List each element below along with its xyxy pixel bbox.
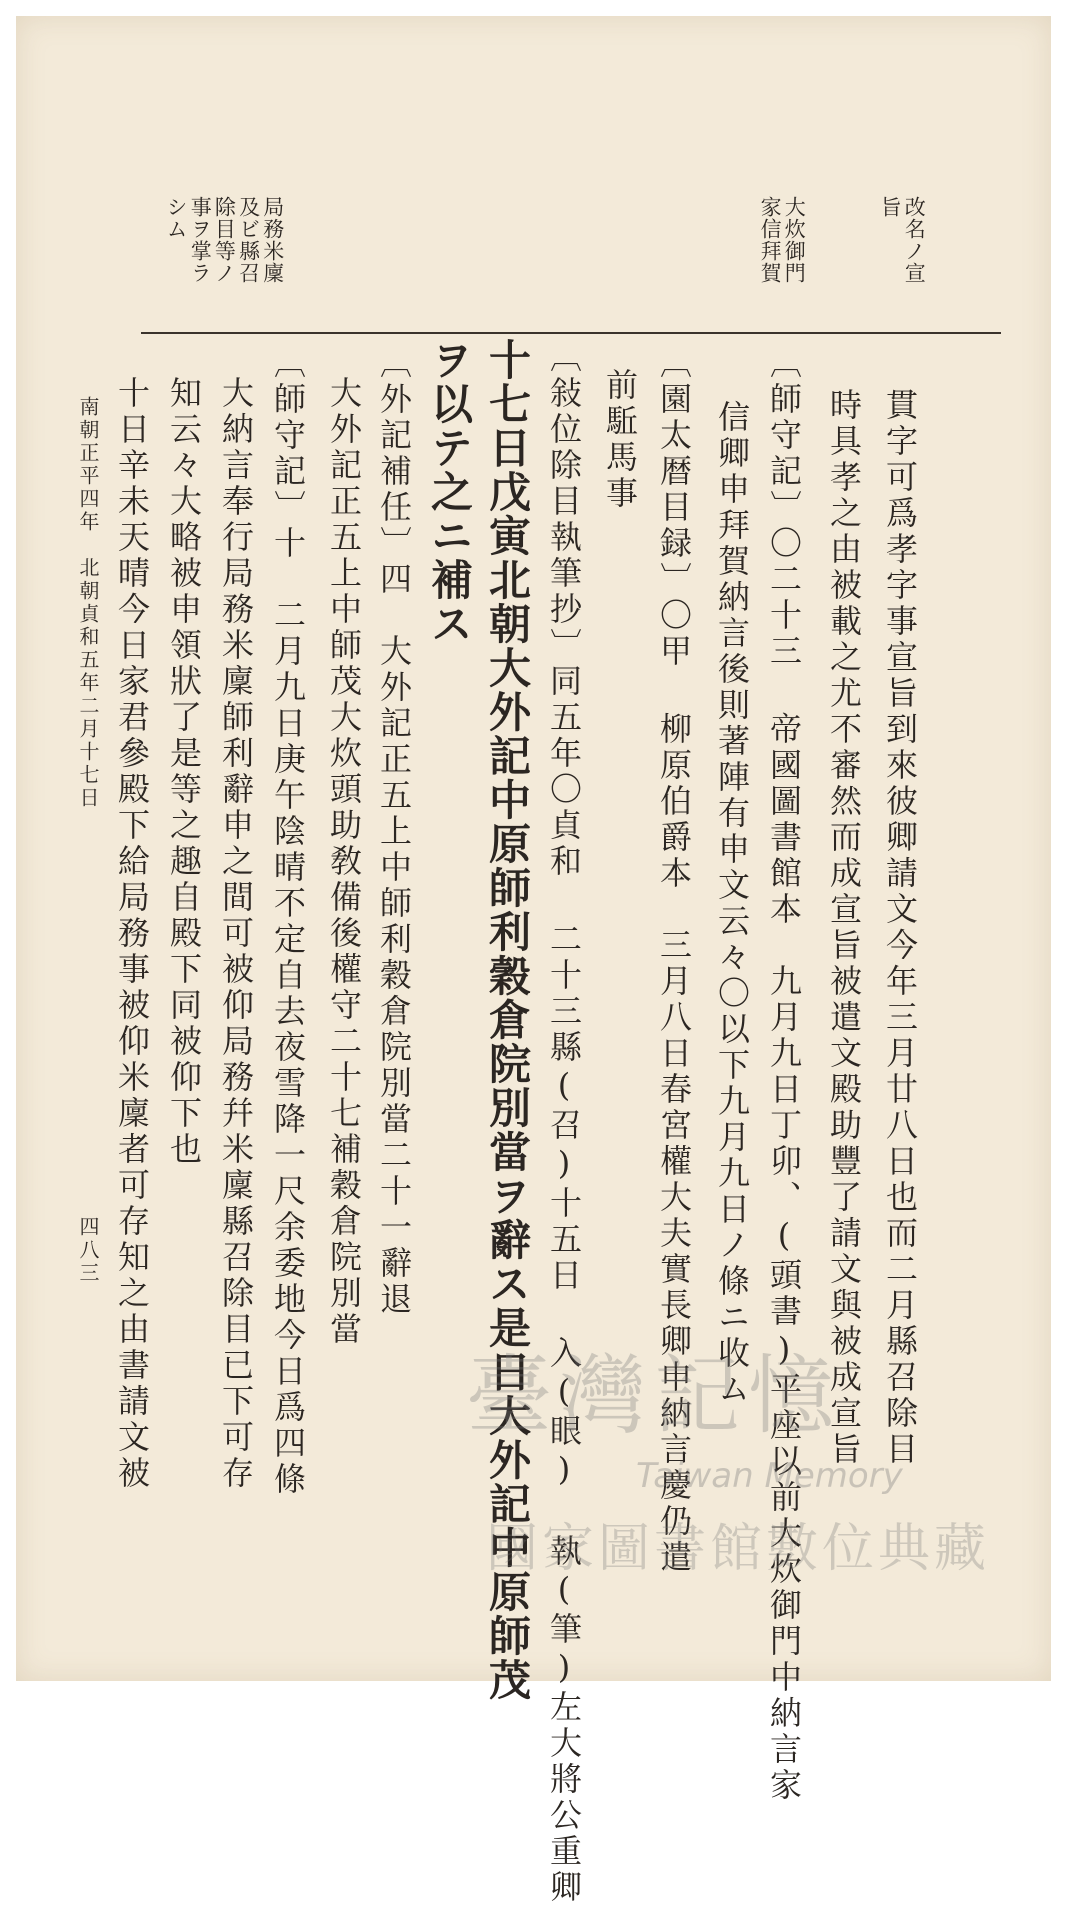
text-column: 大納言奉行局務米廩師利辭申之間可被仰局務幷米廩縣召除目已下可存 (217, 376, 255, 1492)
text-column: 〔師守記〕〇二十三 帝國圖書館本 九月九日丁卯、(頭書)平座以前大炊御門中納言家 (765, 346, 803, 1804)
text-column: 〔外記補任〕四 大外記正五上中師利穀倉院別當二十一辭退 (375, 346, 413, 1318)
margin-note-line: 局務米廩 (260, 196, 285, 284)
text-column: 前駈馬事 (601, 368, 639, 512)
text-column: 信卿申拜賀納言後則著陣有申文云々〇以下九月九日ノ條ニ收ム (713, 400, 751, 1408)
margin-note-oimikado (758, 196, 806, 284)
text-column: 〔敍位除目執筆抄〕同五年〇貞和 二十三縣(召)十五日 入(眼) 執(筆)左大將公重卿 (545, 340, 583, 1906)
watermark-subtitle: Taiwan Memory (636, 1456, 903, 1496)
text-column-heading: 十七日戊寅北朝大外記中原師利穀倉院別當ヲ辭ス是日大外記中原師茂 (483, 338, 532, 1702)
watermark-logo: 臺灣記憶 (466, 1346, 842, 1446)
text-column-heading: ヲ以テ之ニ補ス (425, 338, 474, 646)
text-column: 〔師守記〕十 二月九日庚午陰晴不定自去夜雪降一尺余委地今日爲四條 (269, 346, 307, 1498)
margin-note-line: 家信拜賀 (758, 196, 783, 284)
margin-note-line: 事ヲ掌ラ (188, 196, 213, 284)
margin-note-line: 旨 (878, 196, 903, 218)
margin-note-line: 及ビ縣召 (236, 196, 261, 284)
margin-note-line: 改名ノ宣 (902, 196, 927, 284)
watermark-organization: 國家圖書館數位典藏 (486, 1519, 991, 1579)
text-column: 貫字可爲孝字事宣旨到來彼卿請文今年三月廿八日也而二月縣召除目 (881, 388, 919, 1468)
page-number: 四八三 (76, 1216, 100, 1285)
margin-note-line: 除目等ノ (212, 196, 237, 284)
document-page (16, 16, 1051, 1906)
margin-note-line: シム (164, 196, 189, 240)
text-column: 十日辛未天晴今日家君參殿下給局務事被仰米廩者可存知之由書請文被 (113, 376, 151, 1492)
header-divider (141, 332, 1001, 334)
text-column: 知云々大略被申領狀了是等之趣自殿下同被仰下也 (165, 376, 203, 1168)
text-column: 時具孝之由被載之尤不審然而成宣旨被遣文殿助豐了請文與被成宣旨 (825, 388, 863, 1468)
text-column: 〔園太暦目録〕〇甲 柳原伯爵本 三月八日春宮權大夫實長卿申納言慶仍遣 (655, 346, 693, 1576)
margin-note-kyokumu (164, 196, 285, 284)
text-column: 大外記正五上中師茂大炊頭助敎備後權守二十七補穀倉院別當 (325, 376, 363, 1348)
footer-date: 南朝正平四年 北朝貞和五年二月十七日 (76, 396, 100, 810)
margin-note-rename (878, 196, 926, 284)
margin-note-line: 大炊御門 (782, 196, 807, 284)
